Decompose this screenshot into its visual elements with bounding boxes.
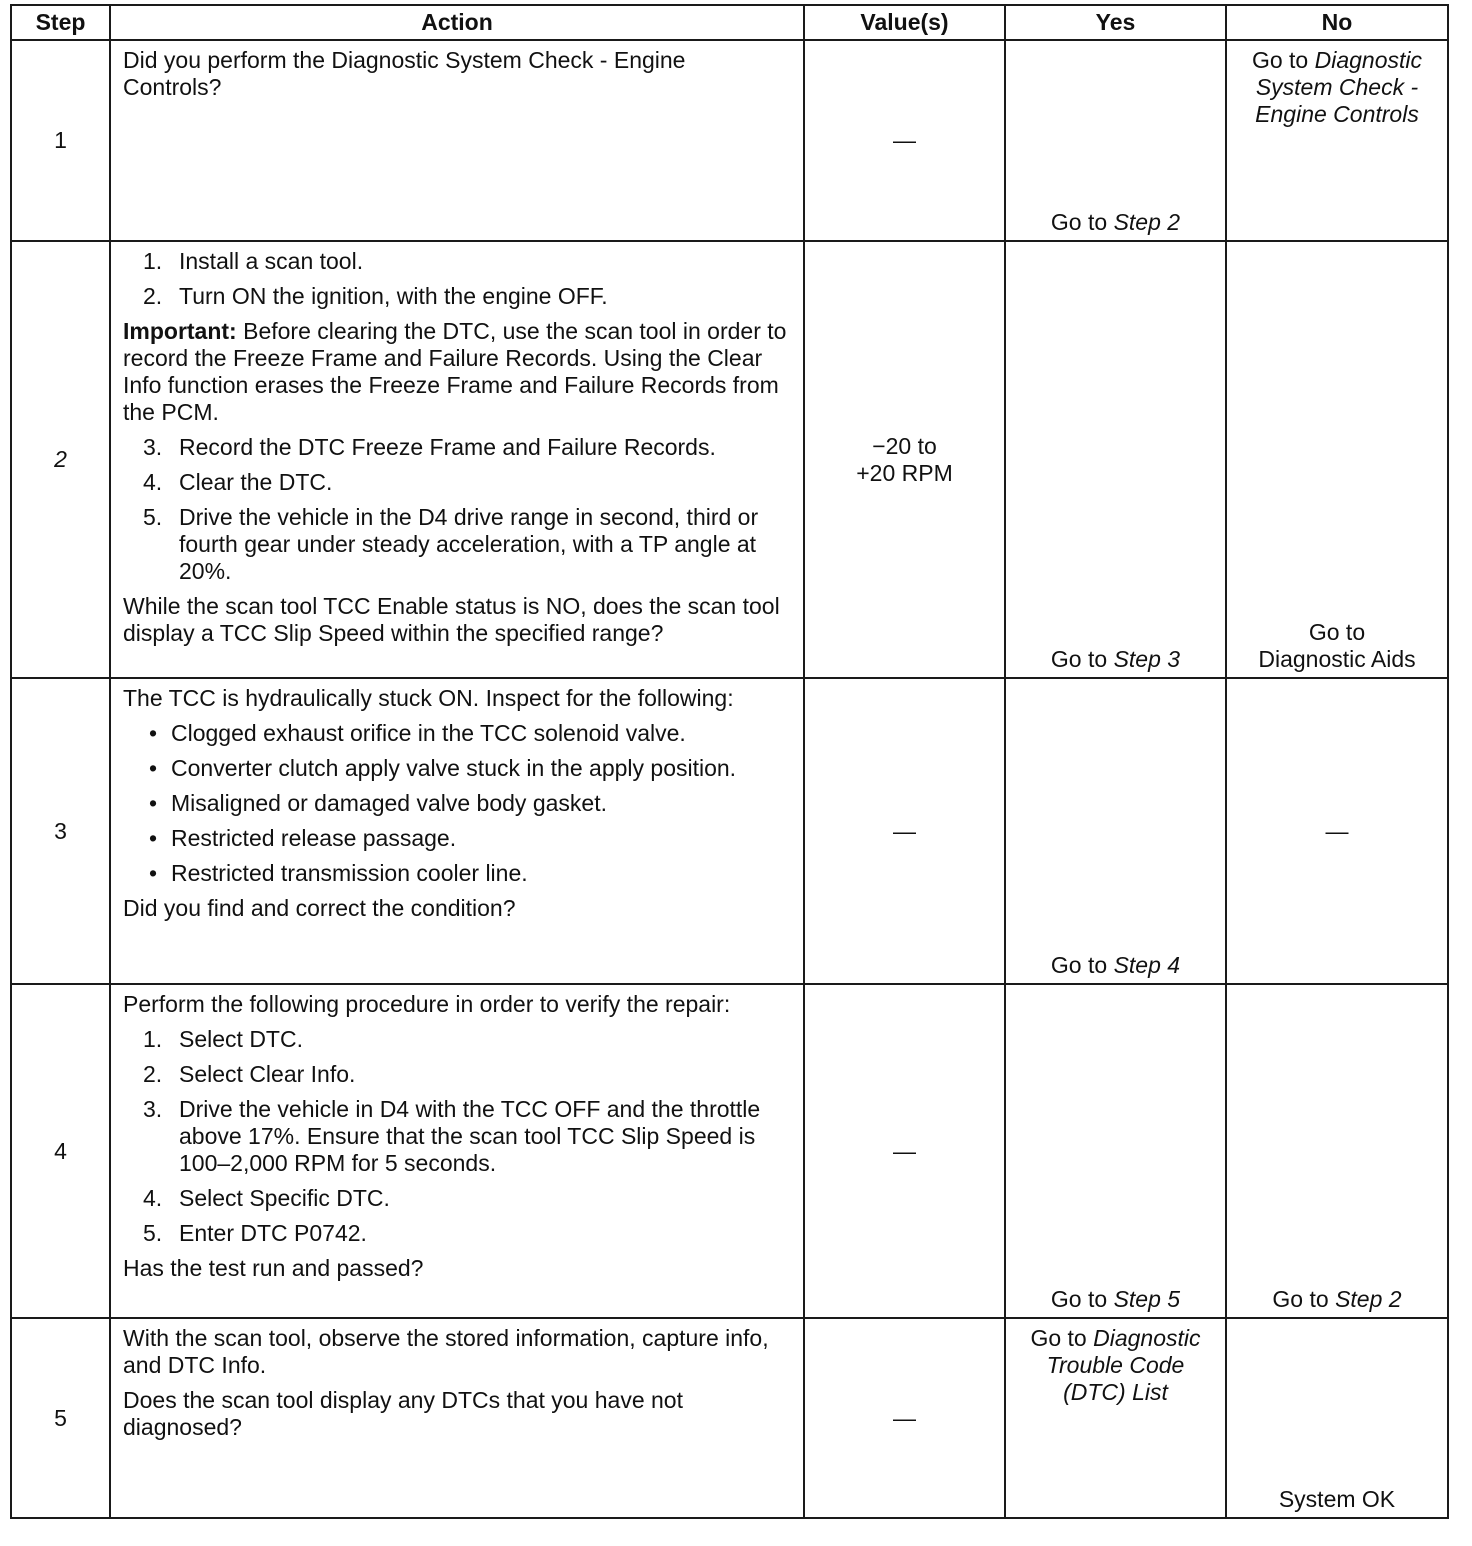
list-item [123, 1096, 789, 1177]
list-item [123, 504, 789, 585]
header-action: Action [110, 5, 804, 40]
list-number: 2. [143, 1061, 163, 1087]
inspection-list [123, 720, 789, 887]
action-question: Has the test run and passed? [123, 1255, 424, 1281]
value-cell: — [804, 984, 1005, 1318]
list-number: 3. [143, 1096, 163, 1122]
action-intro: Perform the following procedure in order to verify the repair: [123, 991, 731, 1017]
list-number: 2. [143, 283, 163, 309]
table-row-step-4 [11, 984, 1448, 1318]
action-question: While the scan tool TCC Enable status is NO, does the scan tool display a TCC Slip Speed within the specified range? [123, 593, 780, 646]
list-item [123, 720, 789, 747]
list-number: 4. [143, 469, 163, 495]
step-number: 3 [11, 678, 110, 984]
yes-prefix: Go to [1030, 1325, 1094, 1351]
yes-cell [1005, 984, 1226, 1318]
list-item [123, 1061, 789, 1088]
value-cell [804, 241, 1005, 678]
yes-cell [1005, 678, 1226, 984]
action-question: Did you perform the Diagnostic System Check - Engine Controls? [123, 47, 686, 100]
header-yes: Yes [1005, 5, 1226, 40]
table-row-step-5 [11, 1318, 1448, 1518]
diagnostic-table [10, 4, 1449, 1519]
table-row-step-3 [11, 678, 1448, 984]
yes-cell [1005, 241, 1226, 678]
procedure-list [123, 1026, 789, 1247]
no-cell [1226, 241, 1448, 678]
action-intro: With the scan tool, observe the stored information, capture info, and DTC Info. [123, 1325, 769, 1378]
bullet-icon: • [149, 755, 158, 781]
no-cell: System OK [1226, 1318, 1448, 1518]
important-text: Before clearing the DTC, use the scan tool in order to record the Freeze Frame and Failure Records. Using the Clear Info function erases the Freeze Frame and Failure Records from the PCM. [123, 318, 787, 425]
bullet-icon: • [149, 825, 158, 851]
step-number: 4 [11, 984, 110, 1318]
no-prefix: Go to [1251, 47, 1315, 73]
list-item [123, 248, 789, 275]
list-number: 1. [143, 248, 163, 274]
no-prefix: Go to [1272, 1286, 1336, 1312]
list-number: 5. [143, 504, 163, 530]
list-item [123, 860, 789, 887]
list-item [123, 790, 789, 817]
header-no: No [1226, 5, 1448, 40]
procedure-list [123, 248, 789, 310]
table-row-step-2 [11, 241, 1448, 678]
yes-prefix: Go to [1050, 646, 1114, 672]
list-item [123, 469, 789, 496]
list-text: Clogged exhaust orifice in the TCC solenoid valve. [171, 720, 686, 746]
list-text: Record the DTC Freeze Frame and Failure Records. [179, 434, 716, 460]
list-text: Drive the vehicle in D4 with the TCC OFF and the throttle above 17%. Ensure that the scan tool TCC Slip Speed is 100–2,000 RPM for 5 seconds. [179, 1096, 761, 1176]
list-item [123, 1026, 789, 1053]
yes-cell [1005, 1318, 1226, 1518]
list-item [123, 825, 789, 852]
bullet-icon: • [149, 860, 158, 886]
yes-prefix: Go to [1050, 1286, 1114, 1312]
list-number: 1. [143, 1026, 163, 1052]
yes-link-step-3[interactable]: Step 3 [1113, 646, 1181, 672]
important-label: Important: [123, 318, 237, 344]
yes-link-dtc-list[interactable]: Diagnostic Trouble Code (DTC) List [1046, 1325, 1201, 1405]
yes-prefix: Go to [1050, 952, 1114, 978]
list-item [123, 755, 789, 782]
yes-link-step-5[interactable]: Step 5 [1113, 1286, 1181, 1312]
action-cell [110, 1318, 804, 1518]
yes-cell [1005, 40, 1226, 241]
list-text: Restricted transmission cooler line. [171, 860, 528, 886]
list-text: Select Specific DTC. [179, 1185, 390, 1211]
list-text: Turn ON the ignition, with the engine OFF. [179, 283, 608, 309]
list-item [123, 1185, 789, 1212]
action-cell [110, 40, 804, 241]
list-text: Install a scan tool. [179, 248, 364, 274]
header-step: Step [11, 5, 110, 40]
important-note [123, 318, 789, 426]
action-cell [110, 678, 804, 984]
action-cell [110, 984, 804, 1318]
no-cell [1226, 984, 1448, 1318]
value-cell: — [804, 40, 1005, 241]
yes-link-step-4[interactable]: Step 4 [1113, 952, 1181, 978]
no-link-diagnostic-system-check[interactable]: Diagnostic System Check - Engine Controls [1255, 47, 1423, 127]
step-number: 2 [11, 241, 110, 678]
list-text: Restricted release passage. [171, 825, 457, 851]
table-row-step-1 [11, 40, 1448, 241]
step-number: 1 [11, 40, 110, 241]
list-text: Misaligned or damaged valve body gasket. [171, 790, 607, 816]
list-text: Converter clutch apply valve stuck in the apply position. [171, 755, 737, 781]
value-cell: — [804, 1318, 1005, 1518]
header-row [11, 5, 1448, 40]
action-intro: The TCC is hydraulically stuck ON. Inspect for the following: [123, 685, 734, 711]
list-text: Clear the DTC. [179, 469, 333, 495]
action-cell [110, 241, 804, 678]
list-item [123, 1220, 789, 1247]
list-number: 4. [143, 1185, 163, 1211]
list-number: 5. [143, 1220, 163, 1246]
list-text: Enter DTC P0742. [179, 1220, 367, 1246]
yes-link-step-2[interactable]: Step 2 [1113, 209, 1181, 235]
list-text: Select DTC. [179, 1026, 303, 1052]
list-item [123, 434, 789, 461]
value-cell: — [804, 678, 1005, 984]
action-question: Did you find and correct the condition? [123, 895, 516, 921]
list-number: 3. [143, 434, 163, 460]
no-cell: — [1226, 678, 1448, 984]
action-question: Does the scan tool display any DTCs that you have not diagnosed? [123, 1387, 683, 1440]
yes-prefix: Go to [1050, 209, 1114, 235]
no-cell [1226, 40, 1448, 241]
header-values: Value(s) [804, 5, 1005, 40]
list-text: Drive the vehicle in the D4 drive range in second, third or fourth gear under steady acceleration, with a TP angle at 20%. [179, 504, 759, 584]
list-text: Select Clear Info. [179, 1061, 356, 1087]
no-link-diagnostic-aids[interactable]: Diagnostic Aids [1258, 646, 1416, 672]
step-number: 5 [11, 1318, 110, 1518]
value-line-1: −20 to [872, 432, 937, 459]
no-line-1: Go to [1308, 619, 1366, 645]
bullet-icon: • [149, 720, 158, 746]
value-line-2: +20 RPM [856, 459, 953, 486]
list-item [123, 283, 789, 310]
procedure-list [123, 434, 789, 585]
no-link-step-2[interactable]: Step 2 [1335, 1286, 1402, 1312]
bullet-icon: • [149, 790, 158, 816]
